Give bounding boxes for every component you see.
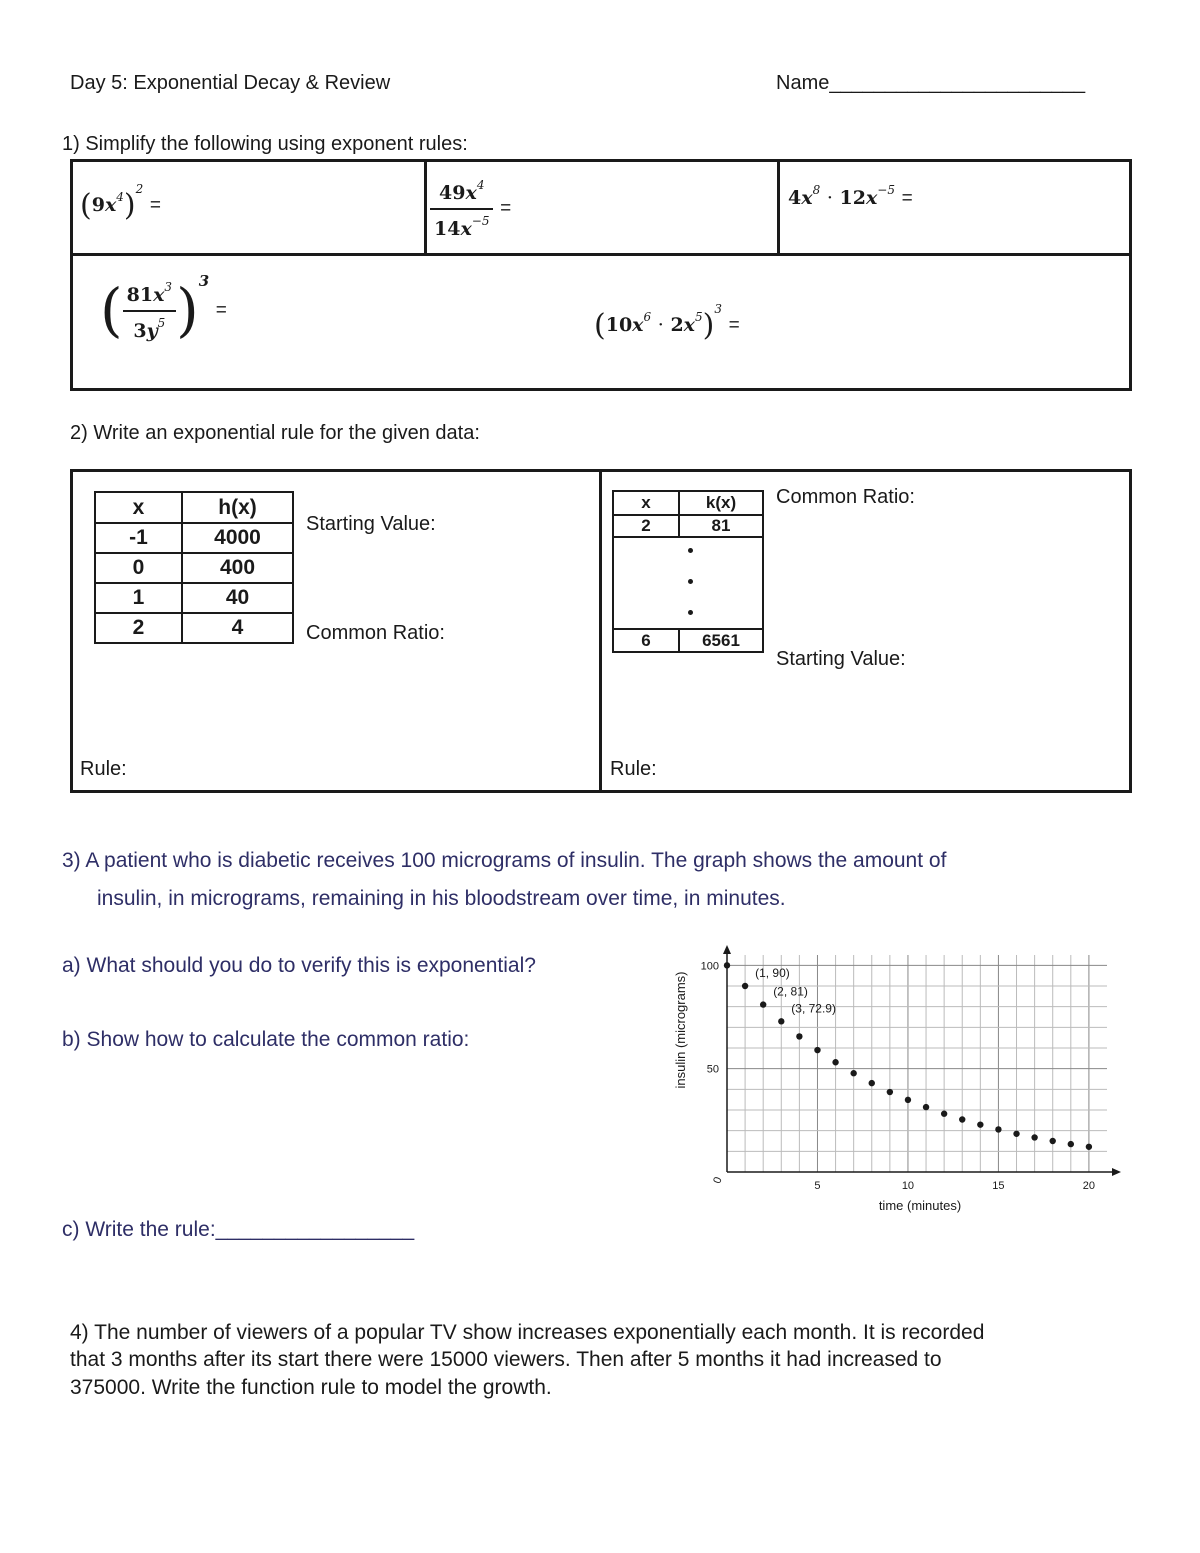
- table-cell: 40: [182, 583, 293, 613]
- k-data-table: [612, 490, 764, 653]
- q3-part-c[interactable]: c) Write the rule:_________________: [62, 1218, 415, 1241]
- left-rule-label: Rule:: [80, 758, 127, 780]
- data-point: [1050, 1138, 1056, 1144]
- data-point: [1086, 1144, 1092, 1150]
- x-tick-label: 10: [901, 1180, 915, 1192]
- k-table-header-x: x: [641, 493, 651, 512]
- table-cell: 1: [95, 583, 182, 613]
- data-point: [995, 1126, 1001, 1132]
- data-point: [959, 1116, 965, 1122]
- data-point: [832, 1059, 838, 1065]
- table-cell: 4: [182, 613, 293, 643]
- x-tick-label: 15: [992, 1180, 1005, 1192]
- right-starting-value-label: Starting Value:: [776, 648, 906, 670]
- left-common-ratio-label: Common Ratio:: [306, 622, 445, 644]
- h-table-header-x: x: [95, 492, 182, 523]
- chart-ticks: [701, 960, 1095, 1192]
- table-cell: -1: [95, 523, 182, 553]
- data-point: [1068, 1141, 1074, 1147]
- q2-col-divider: [599, 469, 602, 793]
- q1-col-divider-1: [424, 159, 427, 255]
- table-cell: 6: [641, 631, 651, 650]
- data-point: [977, 1121, 983, 1127]
- data-point: [724, 962, 730, 968]
- problem-1c: $4x^8 \cdot 12x^{-5}$ =: [788, 183, 913, 209]
- problem-1e: $(10x^6 \cdot 2x^5)^3$ =: [594, 302, 740, 343]
- point-annotation: (2, 81): [773, 984, 808, 999]
- y-tick-label: 100: [700, 960, 719, 973]
- h-data-table: [94, 491, 294, 644]
- problem-1b: $\frac{49x^4}{14x^{-5}}$ =: [430, 178, 511, 240]
- k-table-hline-3: [614, 628, 762, 630]
- table-cell: 81: [711, 516, 731, 535]
- point-annotation: (3, 72.9): [791, 1001, 836, 1016]
- data-point: [814, 1047, 820, 1053]
- q4-line3: 375000. Write the function rule to model the growth.: [70, 1376, 552, 1399]
- q1-col-divider-2: [777, 159, 780, 255]
- table-cell: 0: [95, 553, 182, 583]
- table-cell: 6561: [702, 631, 740, 650]
- chart-annotations: [755, 966, 836, 1015]
- table-cell: 2: [641, 516, 651, 535]
- worksheet-title: Day 5: Exponential Decay & Review: [70, 72, 391, 94]
- table-cell: 4000: [182, 523, 293, 553]
- data-point: [796, 1033, 802, 1039]
- y-axis-label: insulin (micrograms): [673, 971, 688, 1089]
- q4-line2: that 3 months after its start there were 15000 viewers. Then after 5 months it had increased to: [70, 1348, 942, 1371]
- x-axis-arrow-icon: [1112, 1168, 1121, 1176]
- data-point: [869, 1080, 875, 1086]
- q3-prompt-line1: 3) A patient who is diabetic receives 100 micrograms of insulin. The graph shows the amount of: [62, 849, 947, 872]
- data-point: [850, 1070, 856, 1076]
- data-point: [1013, 1131, 1019, 1137]
- y-axis-arrow-icon: [723, 945, 731, 954]
- ellipsis-dot: [688, 579, 693, 584]
- x-tick-label: 5: [814, 1180, 821, 1192]
- q3-part-a: a) What should you do to verify this is exponential?: [62, 954, 536, 977]
- insulin-chart: [665, 945, 1125, 1220]
- table-cell: 2: [95, 613, 182, 643]
- data-point: [1031, 1134, 1037, 1140]
- k-table-hline-2: [614, 536, 762, 538]
- right-rule-label: Rule:: [610, 758, 657, 780]
- data-point: [778, 1018, 784, 1024]
- k-table-header-kx: k(x): [705, 493, 737, 512]
- data-point: [941, 1111, 947, 1117]
- left-starting-value-label: Starting Value:: [306, 513, 436, 535]
- h-table-header-hx: h(x): [182, 492, 293, 523]
- point-annotation: (1, 90): [755, 966, 790, 980]
- problem-1a: $(9x^4)^2$ =: [80, 182, 162, 223]
- right-common-ratio-label: Common Ratio:: [776, 486, 915, 508]
- data-point: [887, 1089, 893, 1095]
- data-point: [742, 983, 748, 989]
- y-tick-label: 50: [706, 1063, 719, 1076]
- q1-table: [70, 159, 1132, 391]
- q1-row-divider: [70, 253, 1132, 256]
- data-point: [760, 1001, 766, 1007]
- ellipsis-dot: [688, 610, 693, 615]
- q3-prompt-line2: insulin, in micrograms, remaining in his bloodstream over time, in minutes.: [97, 887, 786, 910]
- x-tick-label: 20: [1082, 1180, 1096, 1192]
- q3-part-b: b) Show how to calculate the common ratio:: [62, 1028, 470, 1051]
- data-point: [923, 1104, 929, 1110]
- name-field[interactable]: Name_______________________: [776, 72, 1086, 94]
- x-axis-label: time (minutes): [878, 1198, 962, 1213]
- q1-prompt: 1) Simplify the following using exponent rules:: [62, 133, 468, 155]
- data-point: [905, 1097, 911, 1103]
- q2-prompt: 2) Write an exponential rule for the given data:: [70, 422, 480, 444]
- q4-line1: 4) The number of viewers of a popular TV show increases exponentially each month. It is recorded: [70, 1321, 985, 1344]
- ellipsis-dot: [688, 548, 693, 553]
- table-cell: 400: [182, 553, 293, 583]
- origin-label: 0: [711, 1175, 725, 1186]
- problem-1d: ( $\frac{81x^3}{3y^5}$ )$^3$ =: [100, 272, 227, 344]
